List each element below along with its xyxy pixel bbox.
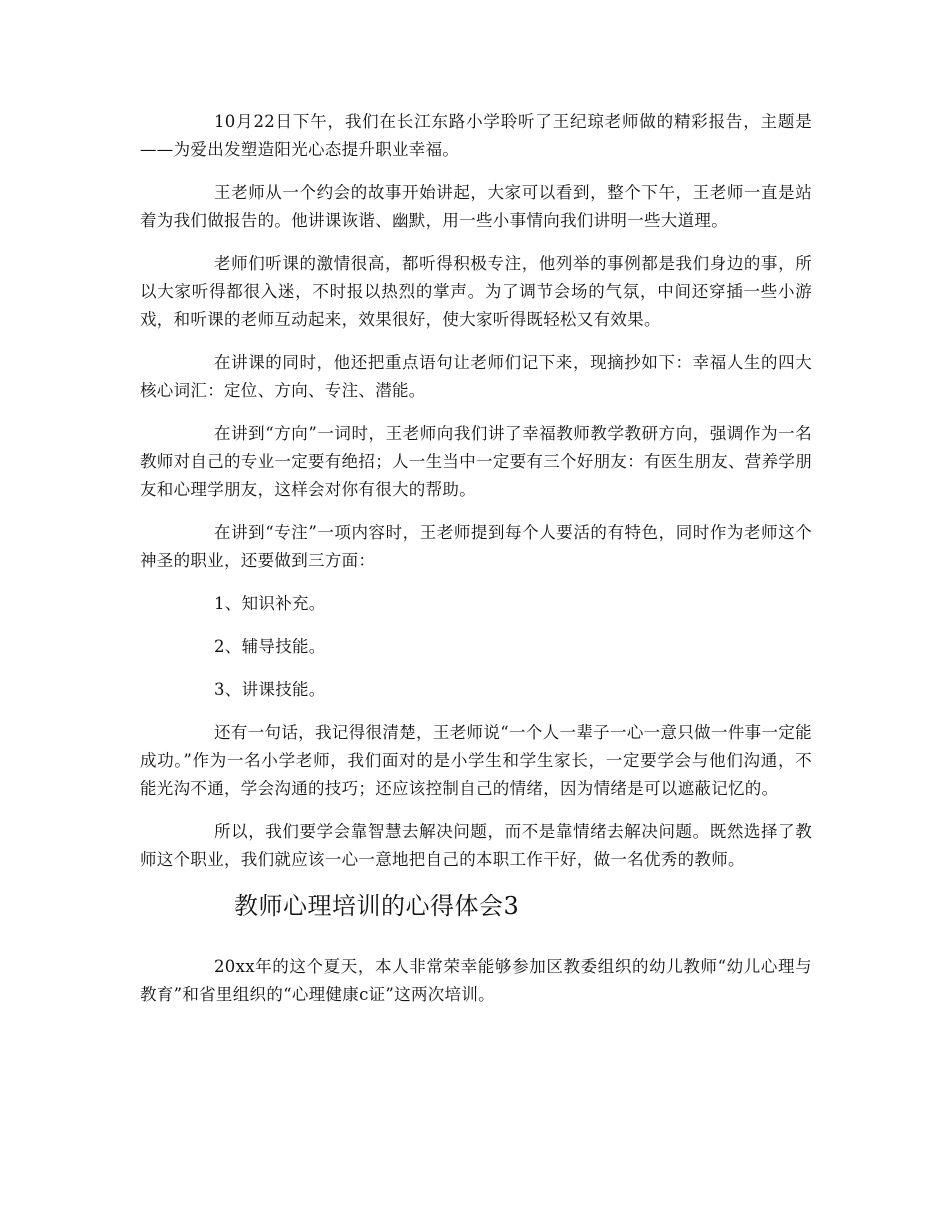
paragraph-training-intro: 20xx年的这个夏天，本人非常荣幸能够参加区教委组织的幼儿教师“幼儿心理与教育”和省里组织的“心理健康c证”这两次培训。 bbox=[140, 957, 812, 1004]
list-item-teaching: 3、讲课技能。 bbox=[214, 680, 326, 699]
section-heading: 教师心理培训的心得体会3 bbox=[234, 892, 520, 920]
paragraph-key-words: 在讲课的同时，他还把重点语句让老师们记下来，现摘抄如下：幸福人生的四大核心词汇：定位、方向、专注、潜能。 bbox=[140, 353, 812, 400]
paragraph-direction: 在讲到“方向”一词时，王老师向我们讲了幸福教师教学教研方向，强调作为一名教师对自己的专业一定要有绝招；人一生当中一定要有三个好朋友：有医生朋友、营养学朋友和心理学朋友，这样会对你有很大的帮助。 bbox=[140, 424, 812, 499]
paragraph-lecture-intro: 10月22日下午，我们在长江东路小学聆听了王纪琼老师做的精彩报告，主题是——为爱出发塑造阳光心态提升职业幸福。 bbox=[140, 112, 812, 159]
paragraph-conclusion: 所以，我们要学会靠智慧去解决问题，而不是靠情绪去解决问题。既然选择了教师这个职业，我们就应该一心一意地把自己的本职工作干好，做一名优秀的教师。 bbox=[140, 822, 812, 869]
paragraph-focus: 在讲到“专注”一项内容时，王老师提到每个人要活的有特色，同时作为老师这个神圣的职业，还要做到三方面： bbox=[140, 523, 812, 570]
list-item-tutoring: 2、辅导技能。 bbox=[214, 637, 326, 656]
paragraph-communication: 还有一句话，我记得很清楚，王老师说“一个人一辈子一心一意只做一件事一定能成功。”作为一名小学老师，我们面对的是小学生和学生家长，一定要学会与他们沟通，不能光沟不通，学会沟通的技巧；还应该控制自己的情绪，因为情绪是可以遮蔽记忆的。 bbox=[140, 723, 812, 798]
paragraph-audience-reaction: 老师们听课的激情很高，都听得积极专注，他列举的事例都是我们身边的事，所以大家听得都很入迷，不时报以热烈的掌声。为了调节会场的气氛，中间还穿插一些小游戏，和听课的老师互动起来，效果很好，使大家听得既轻松又有效果。 bbox=[140, 254, 812, 329]
document-page bbox=[140, 108, 812, 1024]
list-item-knowledge: 1、知识补充。 bbox=[214, 594, 326, 613]
paragraph-teacher-style: 王老师从一个约会的故事开始讲起，大家可以看到，整个下午，王老师一直是站着为我们做报告的。他讲课诙谐、幽默，用一些小事情向我们讲明一些大道理。 bbox=[140, 183, 812, 230]
